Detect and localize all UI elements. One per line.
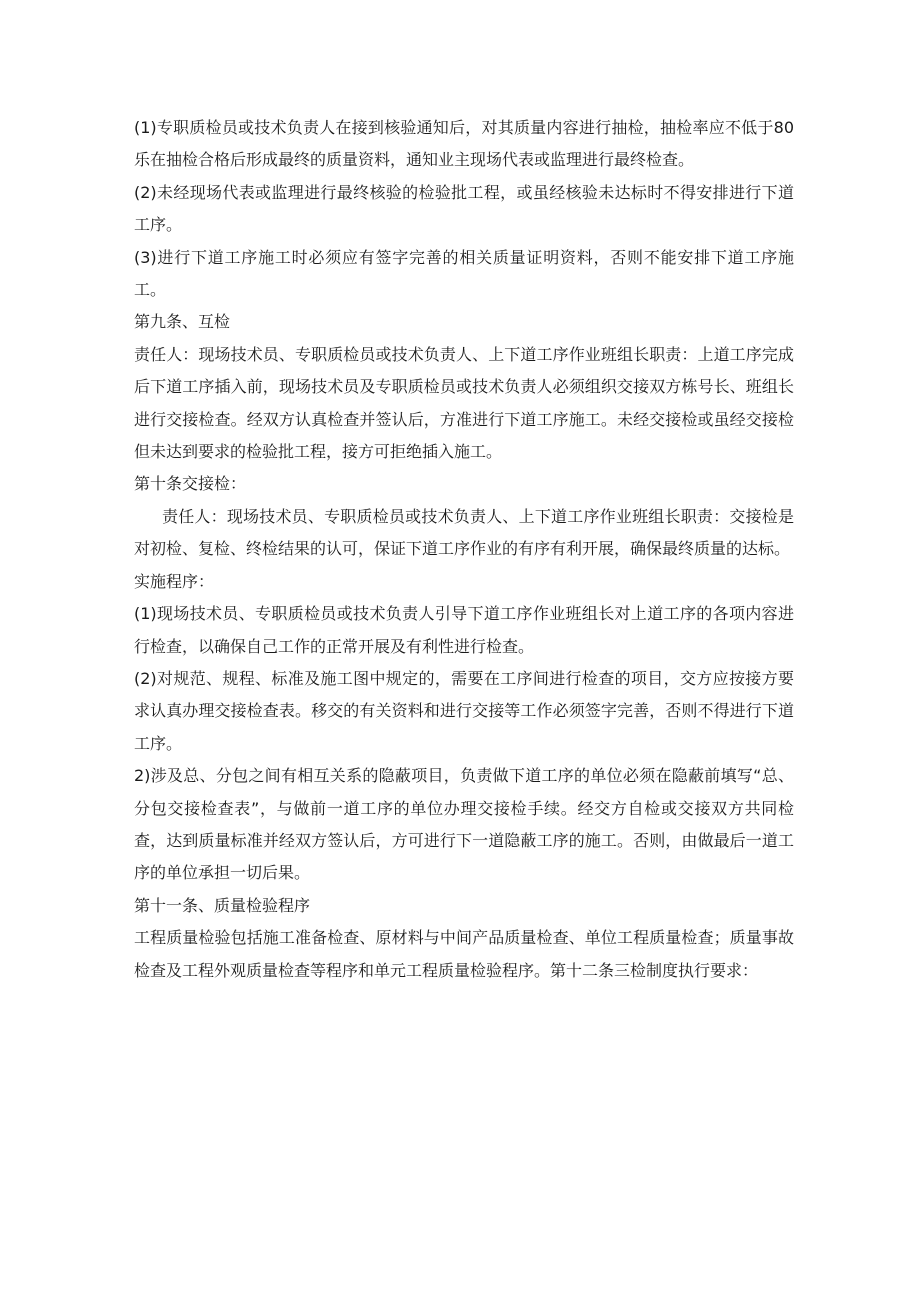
heading-procedure: 实施程序： xyxy=(134,571,215,591)
heading-article-10: 第十条交接检： xyxy=(134,474,247,494)
paragraph-final-verification: (2)未经现场代表或监理进行最终核验的检验批工程，或虽经核验未达标时不得安排进行下道工序。 xyxy=(134,182,794,235)
paragraph-procedure-1: (1)现场技术员、专职质检员或技术负责人引导下道工序作业班组长对上道工序的各项内容进行检查，以确保自己工作的正常开展及有利性进行检查。 xyxy=(134,604,794,656)
paragraph-procedure-2: (2)对规范、规程、标准及施工图中规定的，需要在工序间进行检查的项目，交方应按接方要求认真办理交接检查表。移交的有关资料和进行交接等工作必须签字完善，否则不得进行下道工序。 xyxy=(134,668,794,753)
paragraph-procedure-3: 2)涉及总、分包之间有相互关系的隐蔽项目，负责做下道工序的单位必须在隐蔽前填写“总、分包交接检查表”，与做前一道工序的单位办理交接检手续。经交方自检或交接双方共同检查，达到质量标准并经双方签认后，方可进行下一道隐蔽工序的施工。否则，由做最后一道工序的单位承担一切后果。 xyxy=(134,766,794,883)
paragraph-mutual-check-duties: 责任人：现场技术员、专职质检员或技术负责人、上下道工序作业班组长职责：上道工序完成后下道工序插入前，现场技术员及专职质检员或技术负责人必须组织交接双方栋号长、班组长进行交接检查。经双方认真检查并签认后，方准进行下道工序施工。未经交接检或虽经交接检但未达到要求的检验批工程，接方可拒绝插入施工。 xyxy=(134,344,794,462)
heading-article-9: 第九条、互检 xyxy=(134,312,231,332)
paragraph-quality-certificates: (3)进行下道工序施工时必须应有签字完善的相关质量证明资料，否则不能安排下道工序施工。 xyxy=(134,247,794,300)
paragraph-inspection-procedure: 工程质量检验包括施工准备检查、原材料与中间产品质量检查、单位工程质量检查；质量事故检查及工程外观质量检查等程序和单元工程质量检验程序。第十二条三检制度执行要求： xyxy=(134,928,794,980)
paragraph-handover-duties: 责任人：现场技术员、专职质检员或技术负责人、上下道工序作业班组长职责：交接检是对初检、复检、终检结果的认可，保证下道工序作业的有序有利开展，确保最终质量的达标。 xyxy=(134,506,794,559)
document-page xyxy=(134,112,794,987)
paragraph-spot-check: (1)专职质检员或技术负责人在接到核验通知后，对其质量内容进行抽检，抽检率应不低于80乐在抽检合格后形成最终的质量资料，通知业主现场代表或监理进行最终检查。 xyxy=(134,118,794,170)
heading-article-11: 第十一条、质量检验程序 xyxy=(134,895,311,915)
